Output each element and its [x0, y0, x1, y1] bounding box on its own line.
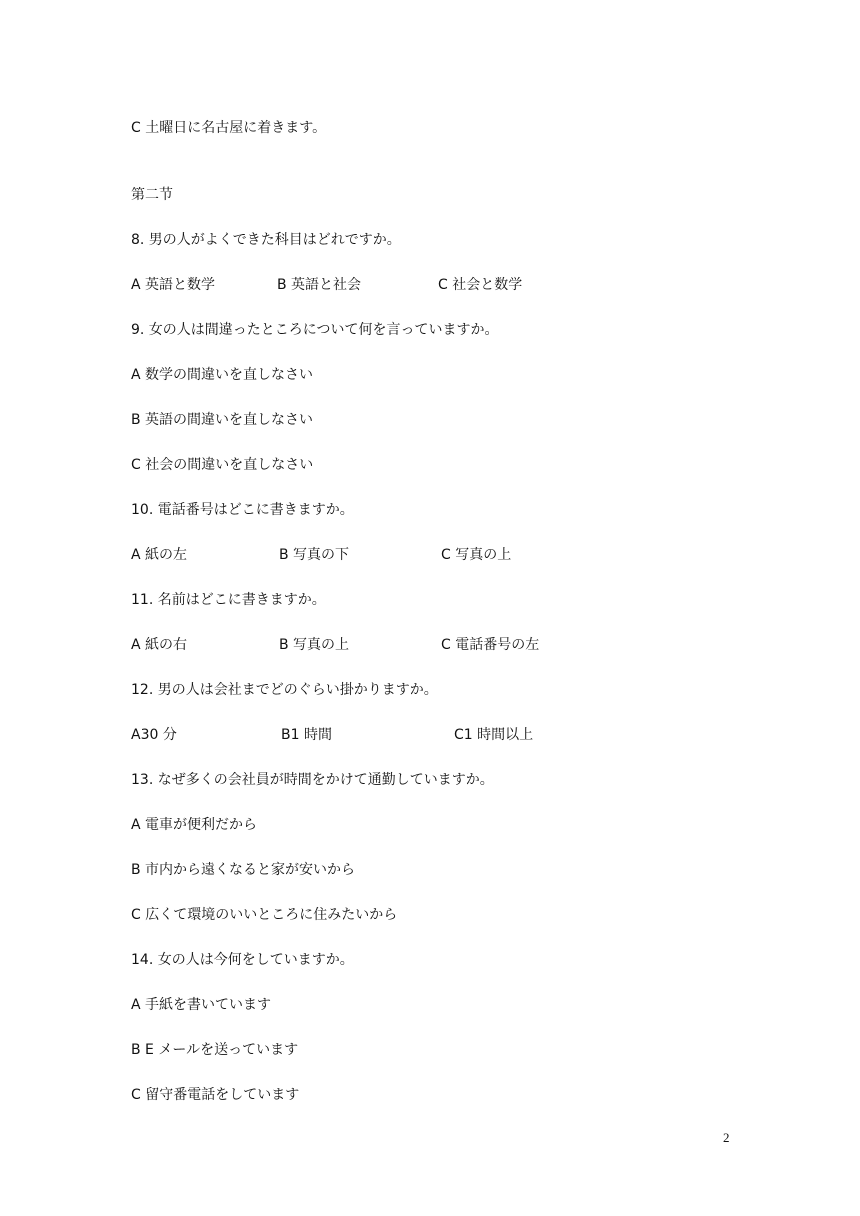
question-11: 11. 名前はどこに書きますか。 [131, 592, 326, 608]
page-number: 2 [723, 1130, 730, 1145]
option-14c: C 留守番電話をしています [131, 1087, 300, 1103]
options-row-11 [131, 635, 731, 655]
question-8: 8. 男の人がよくできた科目はどれですか。 [131, 232, 401, 248]
option-8a: A 英語と数学 [131, 277, 216, 293]
option-12a: A30 分 [131, 727, 177, 743]
options-row-12 [131, 725, 731, 745]
option-14a: A 手紙を書いています [131, 997, 272, 1013]
question-9: 9. 女の人は間違ったところについて何を言っていますか。 [131, 322, 499, 338]
options-row-10 [131, 545, 731, 565]
option-14b: B E メールを送っています [131, 1042, 299, 1058]
option-8b: B 英語と社会 [277, 277, 362, 293]
options-row-8 [131, 275, 731, 295]
option-10b: B 写真の下 [279, 547, 350, 563]
question-14: 14. 女の人は今何をしていますか。 [131, 952, 354, 968]
option-9a: A 数学の間違いを直しなさい [131, 367, 314, 383]
question-13: 13. なぜ多くの会社員が時間をかけて通勤していますか。 [131, 772, 494, 788]
option-10a: A 紙の左 [131, 547, 188, 563]
option-8c: C 社会と数学 [438, 277, 523, 293]
option-13c: C 広くて環境のいいところに住みたいから [131, 907, 398, 923]
section-title: 第二节 [131, 187, 173, 203]
question-12: 12. 男の人は会社までどのぐらい掛かりますか。 [131, 682, 438, 698]
option-10c: C 写真の上 [441, 547, 512, 563]
option-12b: B1 時間 [281, 727, 332, 743]
option-11c: C 電話番号の左 [441, 637, 540, 653]
option-11b: B 写真の上 [279, 637, 350, 653]
option-13a: A 電車が便利だから [131, 817, 258, 833]
question-10: 10. 電話番号はどこに書きますか。 [131, 502, 354, 518]
option-9b: B 英語の間違いを直しなさい [131, 412, 314, 428]
option-9c: C 社会の間違いを直しなさい [131, 457, 314, 473]
option-13b: B 市内から遠くなると家が安いから [131, 862, 356, 878]
option-11a: A 紙の右 [131, 637, 188, 653]
top-option: C 土曜日に名古屋に着きます。 [131, 120, 327, 136]
option-12c: C1 時間以上 [454, 727, 534, 743]
